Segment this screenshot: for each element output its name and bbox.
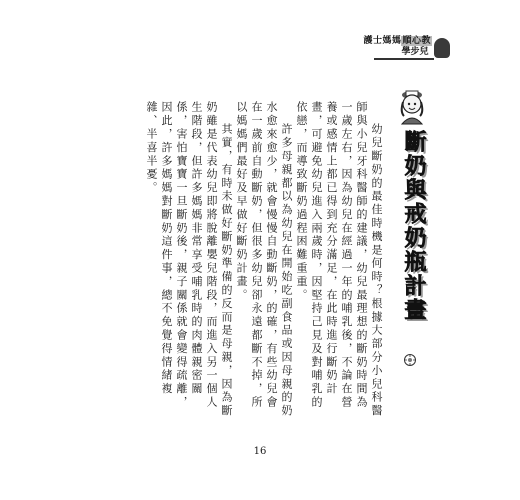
chapter-title: 斷奶與戒奶瓶計畫 [401,130,426,322]
paragraph: 幼兒斷奶的最佳時機是何時？根據大部分小兒科醫師與小兒牙科醫師的建議，幼兒最理想的斷奶時間為一歲左右，因為幼兒在經過一年的哺乳後，不論在營養或感情上都已得到充分滿足，在此時進行斷奶計畫，可避免幼兒進入兩歲時，因堅持己見及對哺乳的依戀，而導致斷奶過程困難重重。 [295,101,383,418]
header-series-name: 護士媽媽 [363,36,402,46]
paragraph: 其實，有時未做好斷奶準備的反而是母親，因為斷奶雖是代表幼兒即將脫離嬰兒階段，而進入另一個人生階段，但許多媽媽非常享受哺乳時的肉體親密關係，害怕寶寶一旦斷奶後，親子關係就會變得疏離，因此，許多媽媽對斷奶這件事，總不免覺得情緒複雜、半喜半憂。 [145,101,233,418]
paragraph: 許多母親都以為幼兒在開始吃副食品或因母親的奶水愈來愈少，就會慢慢自動斷奶，的確，有些幼兒會在一歲前自動斷奶，但很多幼兒卻永遠都斷不掉，所以媽媽們最好及早做好斷奶計畫。 [235,101,293,418]
running-header [363,36,432,58]
flower-icon [404,354,416,366]
page-number: 16 [253,446,267,457]
header-rule [374,58,434,60]
header-badge-icon [434,38,450,58]
body-text [144,101,384,419]
header-book-title: 學步兒 [401,47,429,57]
chapter-title-column [390,86,434,416]
header-series-highlight: 順心教 [402,36,431,46]
nurse-mother-icon [392,86,432,126]
